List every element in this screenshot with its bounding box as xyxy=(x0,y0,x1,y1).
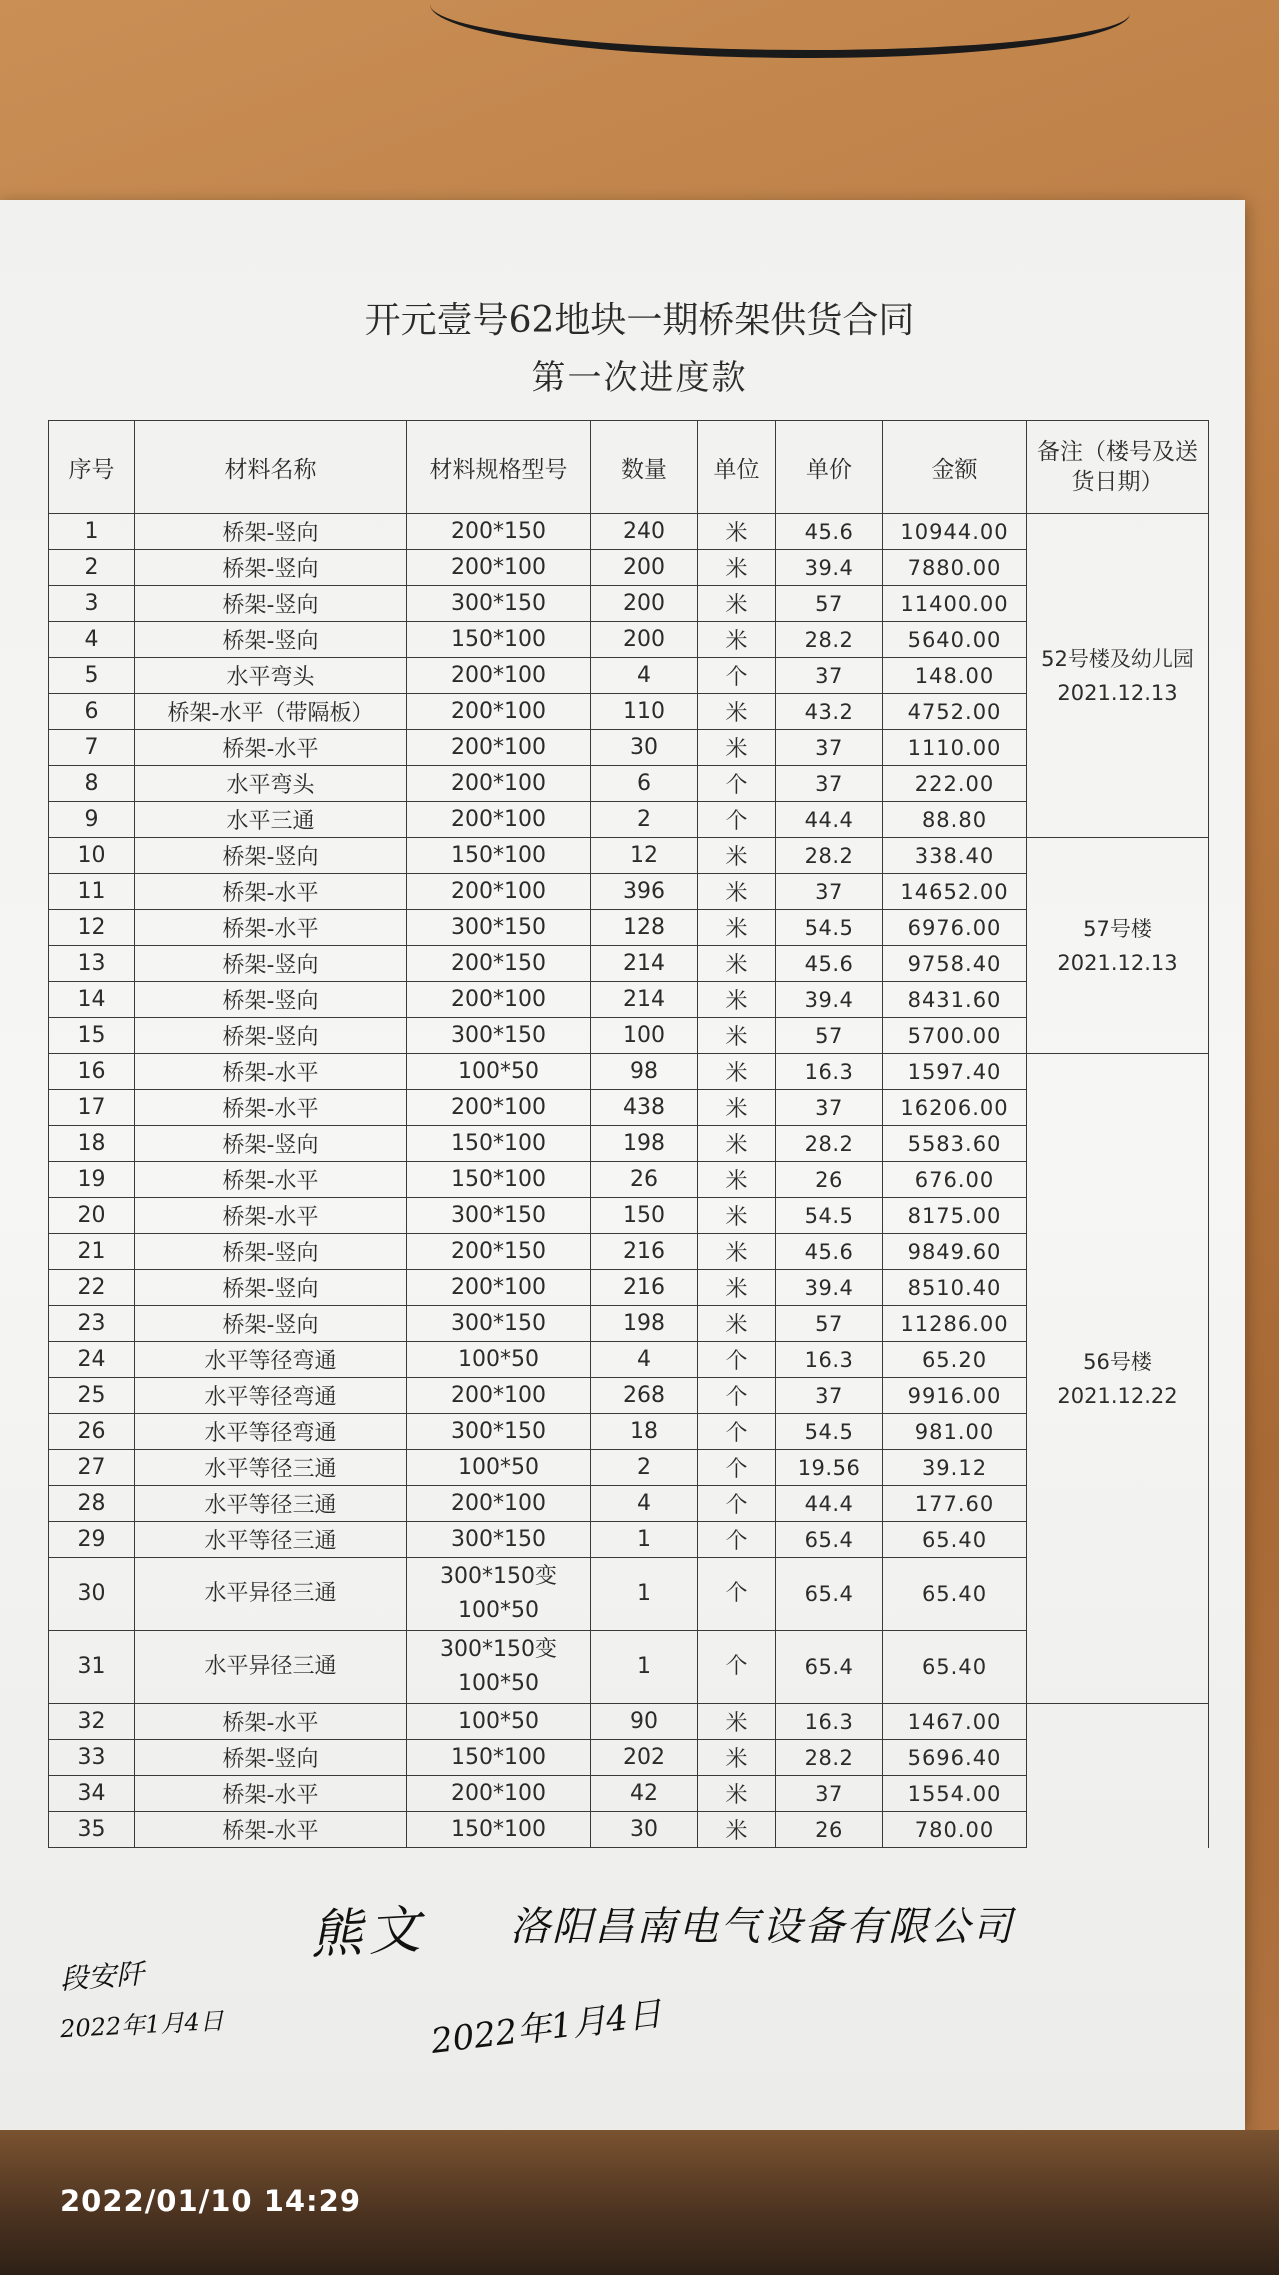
header-price: 单价 xyxy=(776,421,883,514)
cell-amount: 65.40 xyxy=(883,1522,1027,1558)
cell-amount: 1554.00 xyxy=(883,1776,1027,1812)
cell-qty: 268 xyxy=(591,1378,698,1414)
cell-spec: 300*150 xyxy=(407,1198,591,1234)
cell-price: 57 xyxy=(776,1018,883,1054)
cell-unit: 个 xyxy=(698,1414,776,1450)
cell-price: 37 xyxy=(776,1776,883,1812)
cell-amount: 8510.40 xyxy=(883,1270,1027,1306)
cell-name: 水平弯头 xyxy=(135,658,407,694)
signature-left-date: 2022年1月4日 xyxy=(59,2006,225,2044)
cell-spec: 150*100 xyxy=(407,1162,591,1198)
header-spec: 材料规格型号 xyxy=(407,421,591,514)
cell-index: 27 xyxy=(49,1450,135,1486)
cell-amount: 39.12 xyxy=(883,1450,1027,1486)
cell-amount: 11286.00 xyxy=(883,1306,1027,1342)
cell-index: 16 xyxy=(49,1054,135,1090)
cell-name: 水平异径三通 xyxy=(135,1631,407,1704)
cell-price: 57 xyxy=(776,586,883,622)
cell-amount: 65.20 xyxy=(883,1342,1027,1378)
cell-qty: 198 xyxy=(591,1306,698,1342)
cell-price: 43.2 xyxy=(776,694,883,730)
cell-name: 桥架-竖向 xyxy=(135,1270,407,1306)
cell-spec: 200*100 xyxy=(407,694,591,730)
header-unit: 单位 xyxy=(698,421,776,514)
cell-name: 桥架-竖向 xyxy=(135,586,407,622)
cell-unit: 米 xyxy=(698,514,776,550)
cell-spec: 100*50 xyxy=(407,1450,591,1486)
cell-price: 45.6 xyxy=(776,1234,883,1270)
cell-name: 水平等径三通 xyxy=(135,1486,407,1522)
cell-index: 10 xyxy=(49,838,135,874)
cell-qty: 18 xyxy=(591,1414,698,1450)
cell-qty: 200 xyxy=(591,586,698,622)
cell-unit: 米 xyxy=(698,1054,776,1090)
cell-price: 54.5 xyxy=(776,910,883,946)
cell-index: 13 xyxy=(49,946,135,982)
cell-name: 桥架-水平 xyxy=(135,1198,407,1234)
cell-unit: 米 xyxy=(698,1704,776,1740)
cell-amount: 5640.00 xyxy=(883,622,1027,658)
cell-name: 桥架-竖向 xyxy=(135,550,407,586)
signature-name: 熊文 xyxy=(308,1899,428,1966)
cell-amount: 338.40 xyxy=(883,838,1027,874)
cell-price: 57 xyxy=(776,1306,883,1342)
cell-amount: 9849.60 xyxy=(883,1234,1027,1270)
table-row xyxy=(49,838,1209,874)
cell-spec: 200*100 xyxy=(407,802,591,838)
cell-index: 6 xyxy=(49,694,135,730)
cell-unit: 米 xyxy=(698,1776,776,1812)
cell-name: 桥架-水平（带隔板） xyxy=(135,694,407,730)
cell-unit: 个 xyxy=(698,802,776,838)
cell-spec: 300*150 xyxy=(407,1522,591,1558)
cell-unit: 米 xyxy=(698,910,776,946)
cell-spec: 300*150 xyxy=(407,1306,591,1342)
cell-amount: 5700.00 xyxy=(883,1018,1027,1054)
cell-name: 桥架-竖向 xyxy=(135,946,407,982)
cell-spec: 150*100 xyxy=(407,1126,591,1162)
document-title: 开元壹号62地块一期桥架供货合同 xyxy=(364,300,915,341)
cell-price: 19.56 xyxy=(776,1450,883,1486)
header-index: 序号 xyxy=(49,421,135,514)
cell-price: 28.2 xyxy=(776,838,883,874)
cell-price: 37 xyxy=(776,730,883,766)
header-remark: 备注（楼号及送货日期） xyxy=(1027,421,1209,514)
cell-name: 水平弯头 xyxy=(135,766,407,802)
cell-qty: 396 xyxy=(591,874,698,910)
cell-name: 水平等径三通 xyxy=(135,1522,407,1558)
cell-price: 37 xyxy=(776,874,883,910)
cell-index: 28 xyxy=(49,1486,135,1522)
cell-spec: 300*150 xyxy=(407,910,591,946)
cell-spec: 200*100 xyxy=(407,1486,591,1522)
cell-qty: 2 xyxy=(591,1450,698,1486)
cell-amount: 780.00 xyxy=(883,1812,1027,1848)
cell-name: 桥架-水平 xyxy=(135,1054,407,1090)
cell-qty: 6 xyxy=(591,766,698,802)
cell-unit: 米 xyxy=(698,982,776,1018)
cell-spec: 300*150 xyxy=(407,1018,591,1054)
cell-index: 20 xyxy=(49,1198,135,1234)
cell-price: 16.3 xyxy=(776,1704,883,1740)
cell-unit: 个 xyxy=(698,766,776,802)
cell-unit: 米 xyxy=(698,1126,776,1162)
cell-amount: 7880.00 xyxy=(883,550,1027,586)
cell-index: 30 xyxy=(49,1558,135,1631)
table-row xyxy=(49,514,1209,550)
background-cable xyxy=(430,0,1130,58)
cell-name: 水平等径弯通 xyxy=(135,1414,407,1450)
cell-qty: 90 xyxy=(591,1704,698,1740)
cell-amount: 5583.60 xyxy=(883,1126,1027,1162)
cell-index: 18 xyxy=(49,1126,135,1162)
cell-qty: 214 xyxy=(591,982,698,1018)
cell-remark: 52号楼及幼儿园 2021.12.13 xyxy=(1027,514,1209,838)
cell-spec: 150*100 xyxy=(407,1812,591,1848)
cell-qty: 100 xyxy=(591,1018,698,1054)
cell-spec: 200*100 xyxy=(407,1090,591,1126)
cell-unit: 个 xyxy=(698,1378,776,1414)
cell-amount: 16206.00 xyxy=(883,1090,1027,1126)
cell-price: 65.4 xyxy=(776,1631,883,1704)
cell-name: 桥架-竖向 xyxy=(135,1306,407,1342)
cell-price: 37 xyxy=(776,1090,883,1126)
header-name: 材料名称 xyxy=(135,421,407,514)
cell-index: 7 xyxy=(49,730,135,766)
cell-unit: 米 xyxy=(698,1162,776,1198)
cell-spec: 150*100 xyxy=(407,1740,591,1776)
cell-index: 31 xyxy=(49,1631,135,1704)
table-row xyxy=(49,1704,1209,1740)
cell-amount: 5696.40 xyxy=(883,1740,1027,1776)
cell-spec: 200*100 xyxy=(407,550,591,586)
cell-qty: 128 xyxy=(591,910,698,946)
cell-unit: 米 xyxy=(698,1270,776,1306)
cell-unit: 米 xyxy=(698,550,776,586)
cell-price: 26 xyxy=(776,1162,883,1198)
cell-unit: 米 xyxy=(698,874,776,910)
cell-qty: 30 xyxy=(591,730,698,766)
cell-name: 桥架-竖向 xyxy=(135,982,407,1018)
cell-price: 44.4 xyxy=(776,802,883,838)
cell-price: 37 xyxy=(776,1378,883,1414)
document-subtitle: 第一次进度款 xyxy=(531,358,748,398)
cell-index: 1 xyxy=(49,514,135,550)
cell-index: 4 xyxy=(49,622,135,658)
cell-index: 2 xyxy=(49,550,135,586)
cell-amount: 177.60 xyxy=(883,1486,1027,1522)
cell-index: 34 xyxy=(49,1776,135,1812)
cell-name: 桥架-竖向 xyxy=(135,1126,407,1162)
cell-amount: 8431.60 xyxy=(883,982,1027,1018)
cell-remark: 57号楼 2021.12.13 xyxy=(1027,838,1209,1054)
cell-index: 35 xyxy=(49,1812,135,1848)
cell-price: 28.2 xyxy=(776,1740,883,1776)
cell-spec: 150*100 xyxy=(407,838,591,874)
cell-amount: 1467.00 xyxy=(883,1704,1027,1740)
cell-amount: 14652.00 xyxy=(883,874,1027,910)
cell-unit: 米 xyxy=(698,1018,776,1054)
cell-index: 3 xyxy=(49,586,135,622)
cell-spec: 300*150 xyxy=(407,1414,591,1450)
cell-spec: 200*100 xyxy=(407,1378,591,1414)
cell-index: 33 xyxy=(49,1740,135,1776)
cell-name: 桥架-竖向 xyxy=(135,1234,407,1270)
cell-amount: 981.00 xyxy=(883,1414,1027,1450)
cell-name: 水平等径三通 xyxy=(135,1450,407,1486)
cell-amount: 1597.40 xyxy=(883,1054,1027,1090)
signature-left: 段安阡 xyxy=(59,1957,146,1996)
cell-unit: 个 xyxy=(698,1631,776,1704)
cell-qty: 150 xyxy=(591,1198,698,1234)
cell-unit: 米 xyxy=(698,1234,776,1270)
cell-spec: 200*150 xyxy=(407,514,591,550)
cell-spec: 100*50 xyxy=(407,1342,591,1378)
cell-unit: 米 xyxy=(698,1306,776,1342)
cell-qty: 200 xyxy=(591,622,698,658)
cell-amount: 222.00 xyxy=(883,766,1027,802)
cell-unit: 米 xyxy=(698,1740,776,1776)
cell-spec: 100*50 xyxy=(407,1704,591,1740)
cell-index: 15 xyxy=(49,1018,135,1054)
cell-index: 5 xyxy=(49,658,135,694)
cell-unit: 个 xyxy=(698,1558,776,1631)
cell-name: 水平等径弯通 xyxy=(135,1378,407,1414)
cell-qty: 30 xyxy=(591,1812,698,1848)
photo-timestamp: 2022/01/10 14:29 xyxy=(60,2184,362,2218)
cell-unit: 米 xyxy=(698,1090,776,1126)
cell-qty: 202 xyxy=(591,1740,698,1776)
cell-qty: 2 xyxy=(591,802,698,838)
cell-price: 28.2 xyxy=(776,622,883,658)
cell-spec: 200*150 xyxy=(407,946,591,982)
cell-unit: 米 xyxy=(698,622,776,658)
cell-price: 44.4 xyxy=(776,1486,883,1522)
cell-qty: 214 xyxy=(591,946,698,982)
cell-price: 39.4 xyxy=(776,550,883,586)
cell-index: 21 xyxy=(49,1234,135,1270)
signature-middle-date: 2022年1月4日 xyxy=(428,1993,664,2062)
cell-spec: 200*100 xyxy=(407,730,591,766)
cell-unit: 个 xyxy=(698,1342,776,1378)
cell-name: 桥架-竖向 xyxy=(135,838,407,874)
cell-index: 12 xyxy=(49,910,135,946)
cell-spec: 200*100 xyxy=(407,766,591,802)
cell-name: 水平等径弯通 xyxy=(135,1342,407,1378)
cell-name: 水平三通 xyxy=(135,802,407,838)
cell-spec: 200*100 xyxy=(407,874,591,910)
cell-qty: 1 xyxy=(591,1558,698,1631)
cell-name: 桥架-水平 xyxy=(135,1704,407,1740)
cell-index: 25 xyxy=(49,1378,135,1414)
cell-name: 桥架-竖向 xyxy=(135,1018,407,1054)
cell-amount: 10944.00 xyxy=(883,514,1027,550)
cell-amount: 148.00 xyxy=(883,658,1027,694)
materials-table xyxy=(48,420,1209,1848)
cell-name: 桥架-水平 xyxy=(135,730,407,766)
cell-index: 19 xyxy=(49,1162,135,1198)
cell-qty: 12 xyxy=(591,838,698,874)
cell-amount: 6976.00 xyxy=(883,910,1027,946)
cell-name: 桥架-水平 xyxy=(135,1812,407,1848)
signature-company: 洛阳昌南电气设备有限公司 xyxy=(510,1904,1014,1950)
cell-price: 28.2 xyxy=(776,1126,883,1162)
cell-price: 45.6 xyxy=(776,946,883,982)
cell-amount: 9758.40 xyxy=(883,946,1027,982)
table-header-row xyxy=(49,421,1209,514)
cell-spec: 150*100 xyxy=(407,622,591,658)
cell-spec: 300*150变100*50 xyxy=(407,1631,591,1704)
cell-name: 桥架-水平 xyxy=(135,874,407,910)
cell-index: 8 xyxy=(49,766,135,802)
table-body xyxy=(49,514,1209,1848)
cell-spec: 100*50 xyxy=(407,1054,591,1090)
cell-qty: 240 xyxy=(591,514,698,550)
cell-spec: 300*150变100*50 xyxy=(407,1558,591,1631)
cell-amount: 11400.00 xyxy=(883,586,1027,622)
cell-price: 45.6 xyxy=(776,514,883,550)
table-row xyxy=(49,1054,1209,1090)
cell-qty: 216 xyxy=(591,1234,698,1270)
cell-amount: 88.80 xyxy=(883,802,1027,838)
cell-spec: 200*100 xyxy=(407,982,591,1018)
cell-price: 37 xyxy=(776,766,883,802)
cell-price: 26 xyxy=(776,1812,883,1848)
cell-spec: 200*150 xyxy=(407,1234,591,1270)
cell-qty: 26 xyxy=(591,1162,698,1198)
header-amount: 金额 xyxy=(883,421,1027,514)
cell-price: 54.5 xyxy=(776,1414,883,1450)
cell-unit: 个 xyxy=(698,1450,776,1486)
cell-index: 22 xyxy=(49,1270,135,1306)
cell-spec: 300*150 xyxy=(407,586,591,622)
cell-unit: 米 xyxy=(698,1198,776,1234)
cell-spec: 200*100 xyxy=(407,1270,591,1306)
cell-price: 39.4 xyxy=(776,1270,883,1306)
cell-price: 16.3 xyxy=(776,1054,883,1090)
cell-remark xyxy=(1027,1704,1209,1848)
cell-unit: 个 xyxy=(698,658,776,694)
cell-index: 14 xyxy=(49,982,135,1018)
cell-spec: 200*100 xyxy=(407,658,591,694)
header-qty: 数量 xyxy=(591,421,698,514)
cell-index: 17 xyxy=(49,1090,135,1126)
cell-name: 桥架-水平 xyxy=(135,1776,407,1812)
cell-name: 桥架-竖向 xyxy=(135,622,407,658)
cell-qty: 198 xyxy=(591,1126,698,1162)
cell-unit: 米 xyxy=(698,838,776,874)
cell-qty: 98 xyxy=(591,1054,698,1090)
cell-price: 37 xyxy=(776,658,883,694)
cell-qty: 216 xyxy=(591,1270,698,1306)
cell-name: 桥架-水平 xyxy=(135,1090,407,1126)
cell-remark: 56号楼 2021.12.22 xyxy=(1027,1054,1209,1704)
cell-unit: 米 xyxy=(698,730,776,766)
cell-amount: 9916.00 xyxy=(883,1378,1027,1414)
cell-qty: 200 xyxy=(591,550,698,586)
cell-name: 桥架-竖向 xyxy=(135,1740,407,1776)
cell-qty: 4 xyxy=(591,1486,698,1522)
cell-index: 26 xyxy=(49,1414,135,1450)
cell-index: 32 xyxy=(49,1704,135,1740)
cell-unit: 个 xyxy=(698,1522,776,1558)
cell-amount: 8175.00 xyxy=(883,1198,1027,1234)
cell-amount: 676.00 xyxy=(883,1162,1027,1198)
cell-index: 29 xyxy=(49,1522,135,1558)
cell-qty: 42 xyxy=(591,1776,698,1812)
cell-amount: 4752.00 xyxy=(883,694,1027,730)
cell-qty: 4 xyxy=(591,1342,698,1378)
cell-unit: 个 xyxy=(698,1486,776,1522)
cell-price: 16.3 xyxy=(776,1342,883,1378)
cell-name: 水平异径三通 xyxy=(135,1558,407,1631)
cell-amount: 65.40 xyxy=(883,1558,1027,1631)
cell-qty: 4 xyxy=(591,658,698,694)
cell-index: 11 xyxy=(49,874,135,910)
cell-name: 桥架-水平 xyxy=(135,910,407,946)
cell-unit: 米 xyxy=(698,946,776,982)
cell-amount: 65.40 xyxy=(883,1631,1027,1704)
cell-name: 桥架-水平 xyxy=(135,1162,407,1198)
cell-spec: 200*100 xyxy=(407,1776,591,1812)
cell-amount: 1110.00 xyxy=(883,730,1027,766)
cell-price: 39.4 xyxy=(776,982,883,1018)
cell-index: 23 xyxy=(49,1306,135,1342)
cell-qty: 110 xyxy=(591,694,698,730)
cell-unit: 米 xyxy=(698,694,776,730)
cell-unit: 米 xyxy=(698,586,776,622)
cell-unit: 米 xyxy=(698,1812,776,1848)
cell-name: 桥架-竖向 xyxy=(135,514,407,550)
cell-index: 9 xyxy=(49,802,135,838)
cell-price: 65.4 xyxy=(776,1558,883,1631)
cell-index: 24 xyxy=(49,1342,135,1378)
cell-price: 54.5 xyxy=(776,1198,883,1234)
cell-qty: 1 xyxy=(591,1522,698,1558)
cell-qty: 1 xyxy=(591,1631,698,1704)
cell-price: 65.4 xyxy=(776,1522,883,1558)
cell-qty: 438 xyxy=(591,1090,698,1126)
